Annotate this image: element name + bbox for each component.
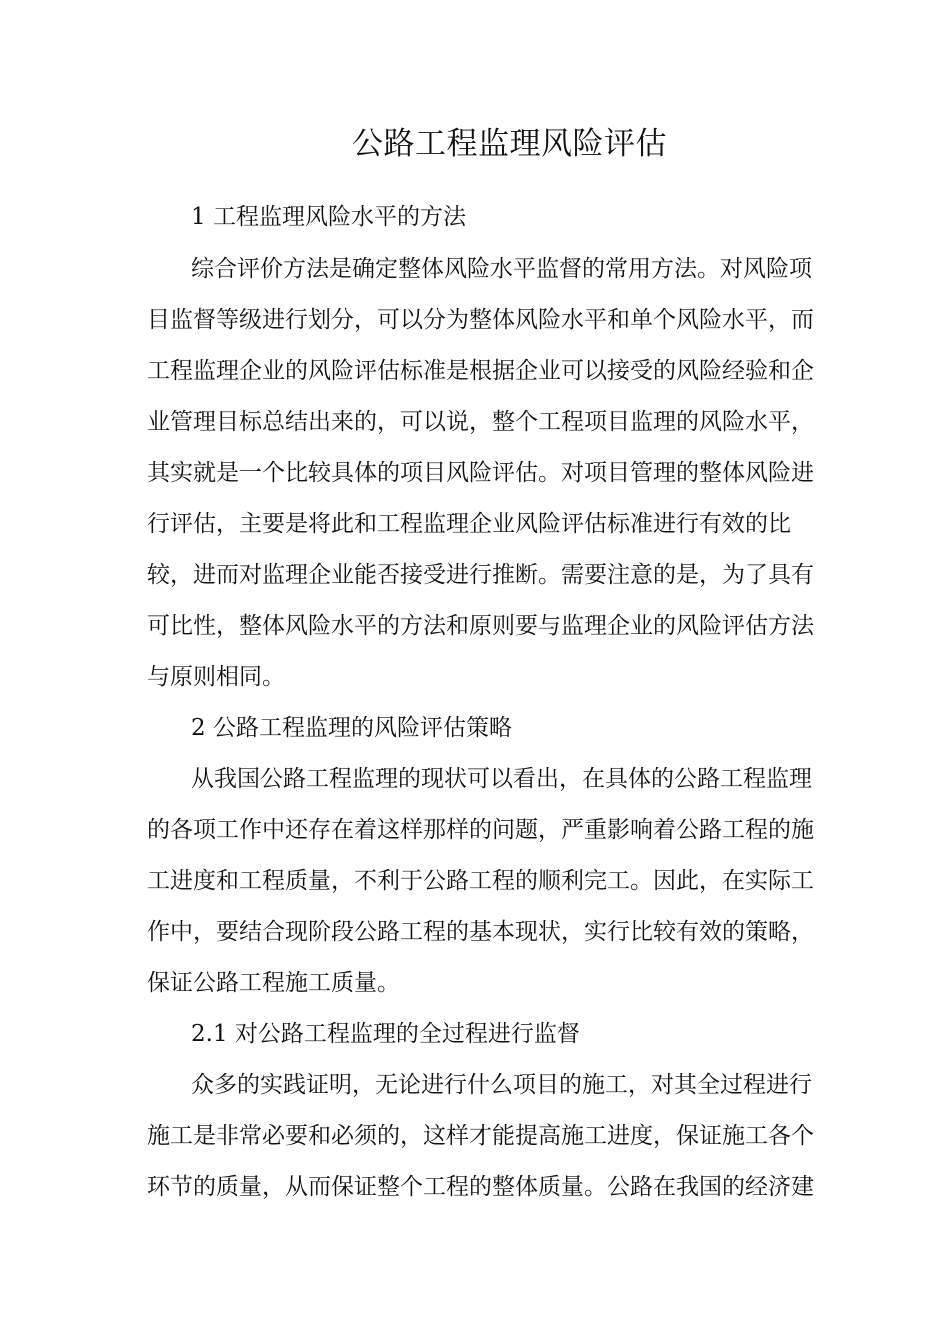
paragraph-line: 其实就是一个比较具体的项目风险评估。对项目管理的整体风险进 [147, 460, 814, 486]
paragraph-line: 施工是非常必要和必须的，这样才能提高施工进度，保证施工各个 [147, 1123, 814, 1149]
paragraph-line: 较，进而对监理企业能否接受进行推断。需要注意的是，为了具有 [147, 562, 814, 588]
section-heading: 1 工程监理风险水平的方法 [191, 204, 466, 230]
paragraph-line: 保证公路工程施工质量。 [147, 970, 400, 996]
document-title: 公路工程监理风险评估 [352, 126, 667, 162]
paragraph-line: 与原则相同。 [147, 664, 285, 690]
section-heading: 2 公路工程监理的风险评估策略 [191, 715, 512, 741]
paragraph-line: 目监督等级进行划分，可以分为整体风险水平和单个风险水平，而 [147, 307, 814, 333]
paragraph-line: 工进度和工程质量，不利于公路工程的顺利完工。因此，在实际工 [147, 868, 814, 894]
section-heading: 2.1 对公路工程监理的全过程进行监督 [191, 1021, 580, 1047]
paragraph-line: 业管理目标总结出来的，可以说，整个工程项目监理的风险水平， [147, 409, 814, 435]
paragraph-line: 从我国公路工程监理的现状可以看出，在具体的公路工程监理 [191, 766, 812, 792]
paragraph-line: 行评估，主要是将此和工程监理企业风险评估标准进行有效的比 [147, 511, 791, 537]
paragraph-line: 作中，要结合现阶段公路工程的基本现状，实行比较有效的策略， [147, 919, 814, 945]
paragraph-line: 可比性，整体风险水平的方法和原则要与监理企业的风险评估方法 [147, 613, 814, 639]
paragraph-line: 工程监理企业的风险评估标准是根据企业可以接受的风险经验和企 [147, 358, 814, 384]
paragraph-line: 环节的质量，从而保证整个工程的整体质量。公路在我国的经济建 [147, 1174, 814, 1200]
paragraph-line: 综合评价方法是确定整体风险水平监督的常用方法。对风险项 [191, 256, 812, 282]
paragraph-line: 众多的实践证明，无论进行什么项目的施工，对其全过程进行 [191, 1072, 812, 1098]
paragraph-line: 的各项工作中还存在着这样那样的问题，严重影响着公路工程的施 [147, 817, 814, 843]
